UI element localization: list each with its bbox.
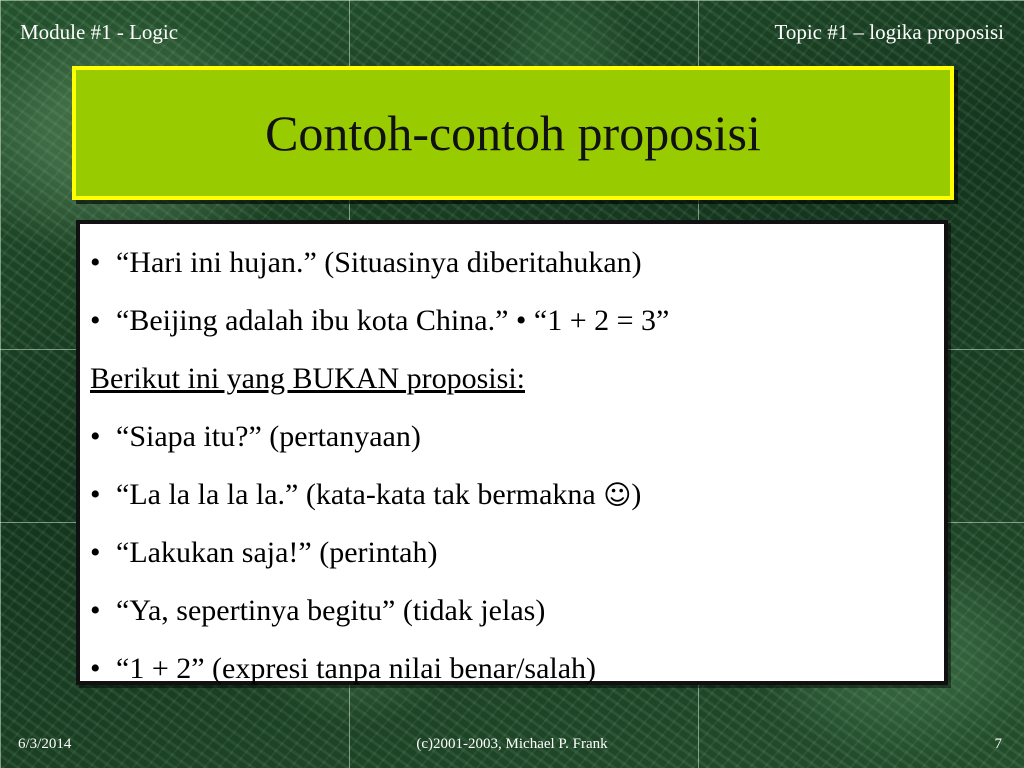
- bullet-icon: •: [90, 536, 101, 569]
- module-label: Module #1 - Logic: [20, 20, 179, 44]
- list-item: [90, 292, 944, 350]
- list-item-text-end: ): [631, 478, 642, 511]
- topic-label: Topic #1 – logika proposisi: [774, 20, 1004, 44]
- list-item-text: “Siapa itu?” (pertanyaan): [116, 420, 421, 453]
- bullet-icon: •: [90, 246, 101, 279]
- slide-title-box: [72, 66, 954, 200]
- list-item: [90, 582, 944, 640]
- bullet-icon: •: [90, 420, 101, 453]
- bullet-icon: •: [90, 594, 101, 627]
- list-item: [90, 408, 944, 466]
- list-item-text: “Lakukan saja!” (perintah): [116, 536, 438, 569]
- page-number: 7: [994, 736, 1002, 752]
- bullet-icon: •: [90, 304, 101, 337]
- non-proposition-heading: [90, 350, 944, 408]
- list-item: [90, 640, 944, 698]
- list-item-text: “Ya, sepertinya begitu” (tidak jelas): [116, 594, 546, 627]
- list-item-text: “Beijing adalah ibu kota China.” • “1 + 2 = 3”: [116, 304, 670, 337]
- bullet-icon: •: [90, 478, 101, 511]
- list-item: [90, 524, 944, 582]
- list-item: [90, 234, 944, 292]
- bullet-icon: •: [90, 652, 101, 685]
- footer-date: 6/3/2014: [18, 736, 72, 752]
- list-item: [90, 466, 944, 524]
- grid-line: [0, 0, 1024, 1]
- slide-title: Contoh-contoh proposisi: [265, 105, 761, 161]
- section-heading: Berikut ini yang BUKAN proposisi:: [90, 362, 525, 395]
- smiley-icon: ☺: [603, 480, 632, 511]
- grid-line: [0, 0, 1, 768]
- content-box: [76, 220, 948, 685]
- list-item-text: “Hari ini hujan.” (Situasinya diberitahukan): [116, 246, 642, 279]
- list-item-text: “La la la la la.” (kata-kata tak bermakna: [116, 478, 604, 511]
- footer-copyright: (c)2001-2003, Michael P. Frank: [416, 736, 608, 752]
- content-list: [80, 224, 944, 698]
- list-item-text: “1 + 2” (expresi tanpa nilai benar/salah): [116, 652, 597, 685]
